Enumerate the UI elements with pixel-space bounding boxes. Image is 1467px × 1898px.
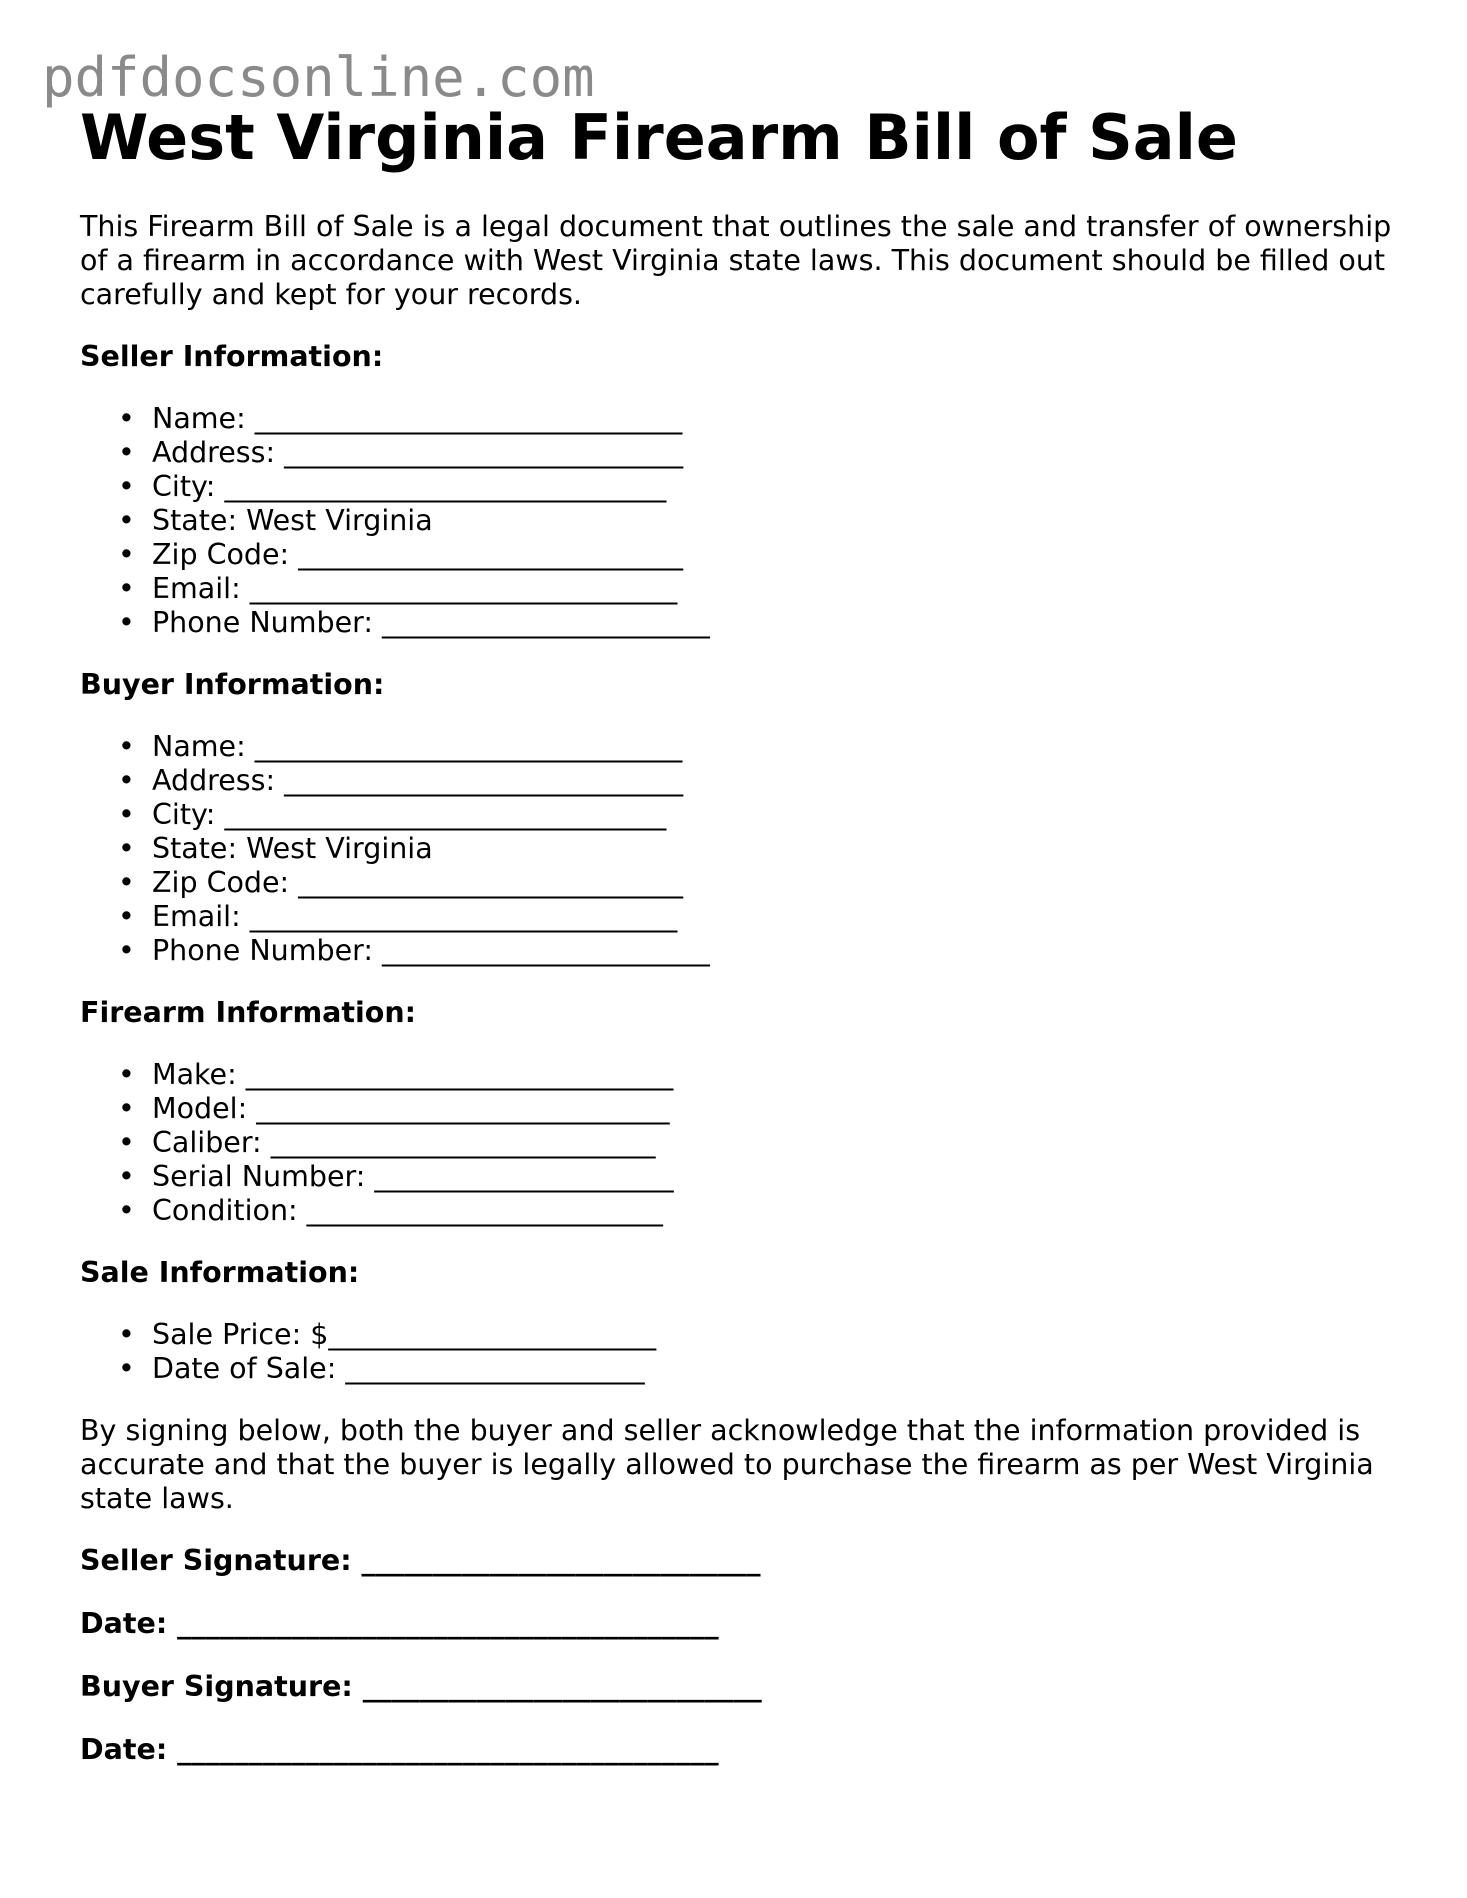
seller-phone-field[interactable] xyxy=(118,606,1400,640)
seller-name-field[interactable] xyxy=(118,402,1400,436)
firearm-heading: Firearm Information: xyxy=(80,996,417,1029)
bullet: • xyxy=(118,832,135,865)
document-title: West Virginia Firearm Bill of Sale xyxy=(80,101,1238,174)
firearm-caliber-field[interactable] xyxy=(118,1126,1400,1160)
field-label: Email: ______________________________ xyxy=(152,572,678,605)
buyer-signature-field[interactable]: Buyer Signature: ____________________________ xyxy=(80,1670,762,1703)
bullet: • xyxy=(118,1160,135,1193)
bullet: • xyxy=(118,1318,135,1351)
field-label: Address: ____________________________ xyxy=(152,764,684,797)
bullet: • xyxy=(118,436,135,469)
buyer-zip-field[interactable] xyxy=(118,866,1400,900)
firearm-serial-field[interactable] xyxy=(118,1160,1400,1194)
field-label: Address: ____________________________ xyxy=(152,436,684,469)
firearm-condition-field[interactable] xyxy=(118,1194,1400,1228)
buyer-address-field[interactable] xyxy=(118,764,1400,798)
buyer-heading: Buyer Information: xyxy=(80,668,385,701)
document-body xyxy=(80,210,1400,1767)
bullet: • xyxy=(118,1092,135,1125)
bullet: • xyxy=(118,504,135,537)
seller-email-field[interactable] xyxy=(118,572,1400,606)
bullet: • xyxy=(118,764,135,797)
sale-fields-list xyxy=(80,1318,1400,1386)
seller-signature-field[interactable]: Seller Signature: ____________________________ xyxy=(80,1544,761,1577)
field-label: Date of Sale: _____________________ xyxy=(152,1352,645,1385)
seller-heading: Seller Information: xyxy=(80,340,384,373)
field-label: State: West Virginia xyxy=(152,504,433,537)
bullet: • xyxy=(118,900,135,933)
buyer-state-field xyxy=(118,832,1400,866)
buyer-fields-list xyxy=(80,730,1400,968)
acknowledgement-paragraph: By signing below, both the buyer and seller acknowledge that the information provided is accurate and that the buyer is legally allowed to purchase the firearm as per West Virginia state laws. xyxy=(80,1414,1374,1515)
bullet: • xyxy=(118,538,135,571)
seller-city-field[interactable] xyxy=(118,470,1400,504)
bullet: • xyxy=(118,1126,135,1159)
firearm-fields-list xyxy=(80,1058,1400,1228)
bullet: • xyxy=(118,1058,135,1091)
firearm-make-field[interactable] xyxy=(118,1058,1400,1092)
firearm-model-field[interactable] xyxy=(118,1092,1400,1126)
buyer-city-field[interactable] xyxy=(118,798,1400,832)
sale-date-field[interactable] xyxy=(118,1352,1400,1386)
bullet: • xyxy=(118,730,135,763)
field-label: Name: ______________________________ xyxy=(152,402,683,435)
bullet: • xyxy=(118,1194,135,1227)
sale-price-field[interactable] xyxy=(118,1318,1400,1352)
field-label: City: _______________________________ xyxy=(152,470,667,503)
field-label: Phone Number: _______________________ xyxy=(152,934,710,967)
field-label: Condition: _________________________ xyxy=(152,1194,663,1227)
bullet: • xyxy=(118,606,135,639)
field-label: Model: _____________________________ xyxy=(152,1092,670,1125)
seller-state-field xyxy=(118,504,1400,538)
buyer-name-field[interactable] xyxy=(118,730,1400,764)
seller-address-field[interactable] xyxy=(118,436,1400,470)
field-label: Phone Number: _______________________ xyxy=(152,606,710,639)
intro-paragraph: This Firearm Bill of Sale is a legal document that outlines the sale and transfer of ownership of a firearm in accordance with West Virginia state laws. This document should be filled out carefully and kept for your records. xyxy=(80,210,1392,311)
bullet: • xyxy=(118,1352,135,1385)
field-label: Serial Number: _____________________ xyxy=(152,1160,674,1193)
field-label: Email: ______________________________ xyxy=(152,900,678,933)
bullet: • xyxy=(118,798,135,831)
field-label: Zip Code: ___________________________ xyxy=(152,538,683,571)
field-label: Name: ______________________________ xyxy=(152,730,683,763)
field-label: Zip Code: ___________________________ xyxy=(152,866,683,899)
bullet: • xyxy=(118,572,135,605)
seller-date-field[interactable]: Date: ______________________________________ xyxy=(80,1607,719,1640)
field-label: State: West Virginia xyxy=(152,832,433,865)
field-label: City: _______________________________ xyxy=(152,798,667,831)
buyer-phone-field[interactable] xyxy=(118,934,1400,968)
bullet: • xyxy=(118,866,135,899)
bullet: • xyxy=(118,934,135,967)
watermark: pdfdocsonline.com xyxy=(42,46,595,109)
seller-zip-field[interactable] xyxy=(118,538,1400,572)
field-label: Sale Price: $_______________________ xyxy=(152,1318,657,1351)
field-label: Make: ______________________________ xyxy=(152,1058,674,1091)
buyer-email-field[interactable] xyxy=(118,900,1400,934)
buyer-date-field[interactable]: Date: ______________________________________ xyxy=(80,1733,719,1766)
sale-heading: Sale Information: xyxy=(80,1256,360,1289)
field-label: Caliber: ___________________________ xyxy=(152,1126,656,1159)
seller-fields-list xyxy=(80,402,1400,640)
bullet: • xyxy=(118,470,135,503)
bullet: • xyxy=(118,402,135,435)
